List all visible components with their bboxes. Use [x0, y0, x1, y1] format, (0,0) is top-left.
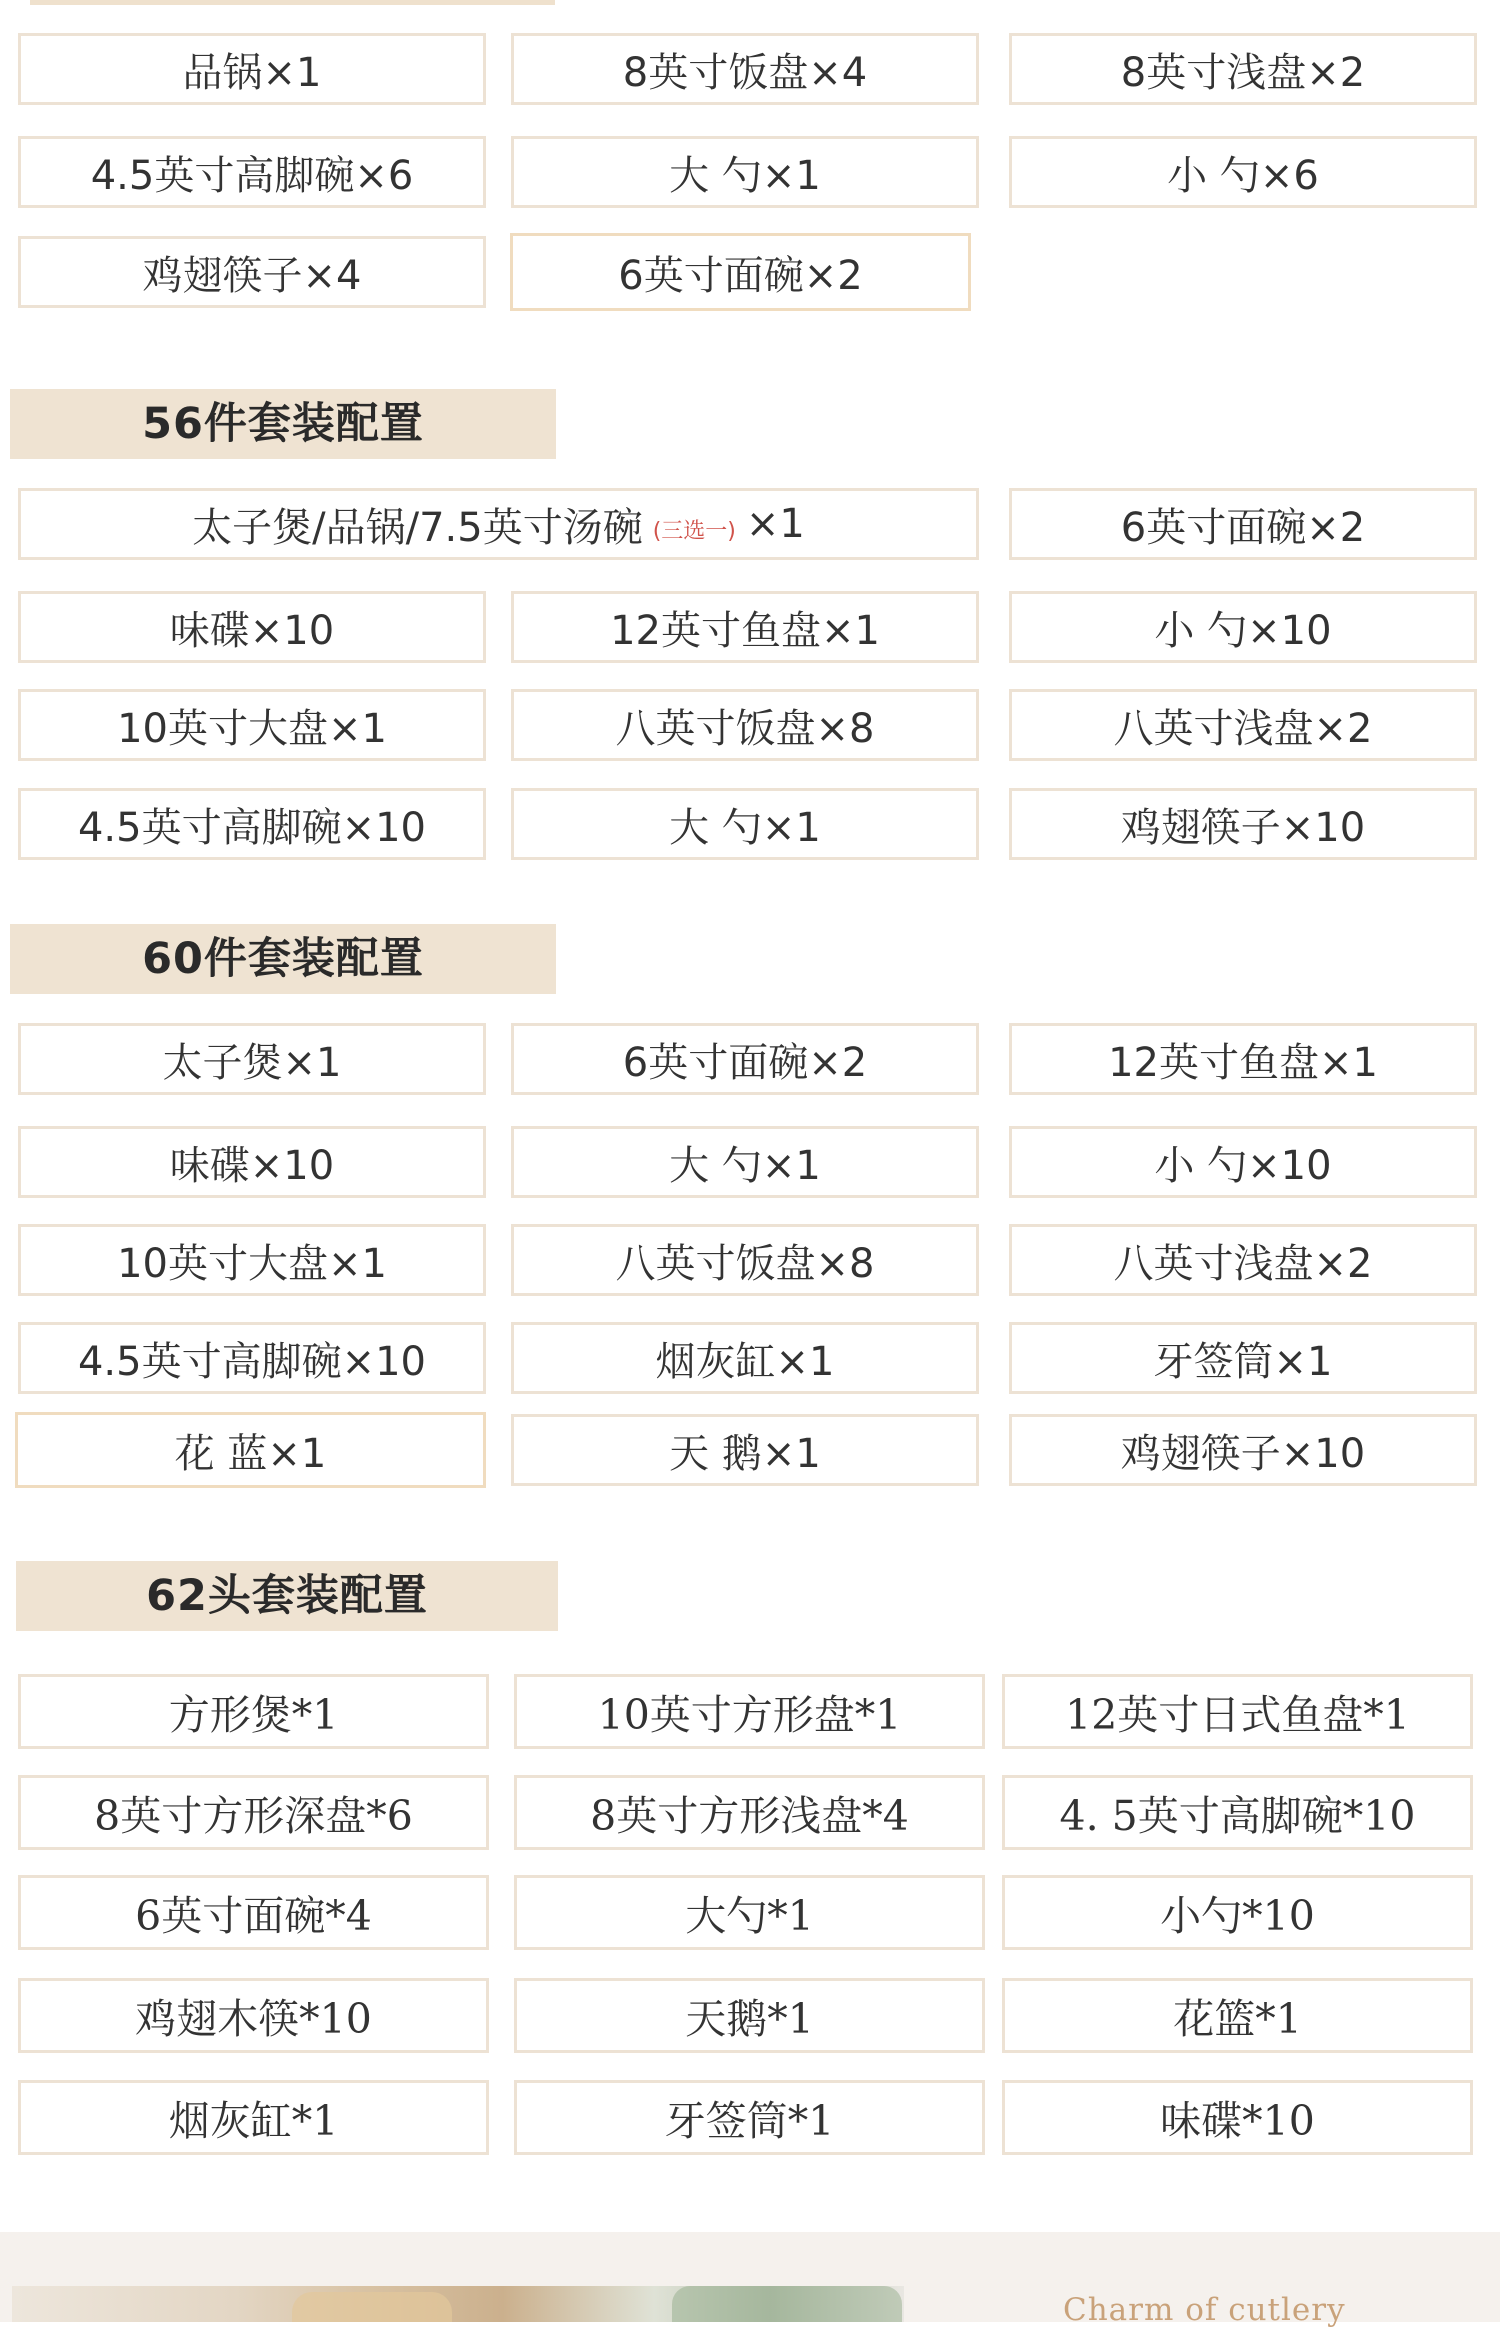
- photo-tableware-shape: [292, 2292, 452, 2322]
- list-item: 牙签筒×1: [1009, 1322, 1477, 1394]
- list-item: 八英寸浅盘×2: [1009, 1224, 1477, 1296]
- list-item: 4.5英寸高脚碗×10: [18, 788, 486, 860]
- list-item: 八英寸浅盘×2: [1009, 689, 1477, 761]
- list-item: 4. 5英寸高脚碗*10: [1002, 1775, 1473, 1850]
- list-item: 6英寸面碗*4: [18, 1875, 489, 1950]
- list-item: 10英寸方形盘*1: [514, 1674, 985, 1749]
- list-item: 品锅×1: [18, 33, 486, 105]
- list-item: 8英寸方形深盘*6: [18, 1775, 489, 1850]
- list-item: 烟灰缸*1: [18, 2080, 489, 2155]
- list-item: 大 勺×1: [511, 788, 979, 860]
- list-item: 10英寸大盘×1: [18, 1224, 486, 1296]
- list-item: 味碟×10: [18, 591, 486, 663]
- choice-text: 太子煲/品锅/7.5英寸汤碗: [192, 504, 643, 551]
- list-item: 鸡翅筷子×10: [1009, 1414, 1477, 1486]
- list-item: 太子煲×1: [18, 1023, 486, 1095]
- list-item: 小 勺×6: [1009, 136, 1477, 208]
- list-item: 花篮*1: [1002, 1978, 1473, 2053]
- list-item: 4.5英寸高脚碗×6: [18, 136, 486, 208]
- list-item: 味碟×10: [18, 1126, 486, 1198]
- list-item: 8英寸方形浅盘*4: [514, 1775, 985, 1850]
- list-item: 鸡翅筷子×10: [1009, 788, 1477, 860]
- list-item: 8英寸饭盘×4: [511, 33, 979, 105]
- list-item: 大勺*1: [514, 1875, 985, 1950]
- section-title-56: 56件套装配置: [10, 389, 556, 459]
- list-item: 花 蓝×1: [15, 1412, 486, 1488]
- section-title-62: 62头套装配置: [16, 1561, 558, 1631]
- list-item: 12英寸鱼盘×1: [1009, 1023, 1477, 1095]
- list-item: 烟灰缸×1: [511, 1322, 979, 1394]
- cutlery-photo: [12, 2286, 904, 2322]
- charm-tagline: Charm of cutlery: [1063, 2292, 1346, 2328]
- list-item: 小 勺×10: [1009, 591, 1477, 663]
- list-item: 6英寸面碗×2: [1009, 488, 1477, 560]
- list-item: 10英寸大盘×1: [18, 689, 486, 761]
- list-item: 方形煲*1: [18, 1674, 489, 1749]
- list-item: 12英寸鱼盘×1: [511, 591, 979, 663]
- list-item: 大 勺×1: [511, 136, 979, 208]
- previous-section-title-edge: [30, 0, 555, 5]
- list-item: 鸡翅木筷*10: [18, 1978, 489, 2053]
- list-item: 鸡翅筷子×4: [18, 236, 486, 308]
- photo-flowers-shape: [672, 2286, 902, 2322]
- list-item: 大 勺×1: [511, 1126, 979, 1198]
- choice-qty: ×1: [745, 501, 805, 547]
- list-item: 天 鹅×1: [511, 1414, 979, 1486]
- list-item: 八英寸饭盘×8: [511, 1224, 979, 1296]
- list-item: 小 勺×10: [1009, 1126, 1477, 1198]
- list-item: 牙签筒*1: [514, 2080, 985, 2155]
- list-item: 天鹅*1: [514, 1978, 985, 2053]
- list-item: 八英寸饭盘×8: [511, 689, 979, 761]
- section-title-60: 60件套装配置: [10, 924, 556, 994]
- list-item: 12英寸日式鱼盘*1: [1002, 1674, 1473, 1749]
- list-item: 6英寸面碗×2: [510, 233, 971, 311]
- list-item-choice: [18, 488, 979, 560]
- list-item: 4.5英寸高脚碗×10: [18, 1322, 486, 1394]
- list-item: 8英寸浅盘×2: [1009, 33, 1477, 105]
- choice-note: (三选一): [652, 518, 736, 544]
- list-item: 小勺*10: [1002, 1875, 1473, 1950]
- list-item: 6英寸面碗×2: [511, 1023, 979, 1095]
- list-item: 味碟*10: [1002, 2080, 1473, 2155]
